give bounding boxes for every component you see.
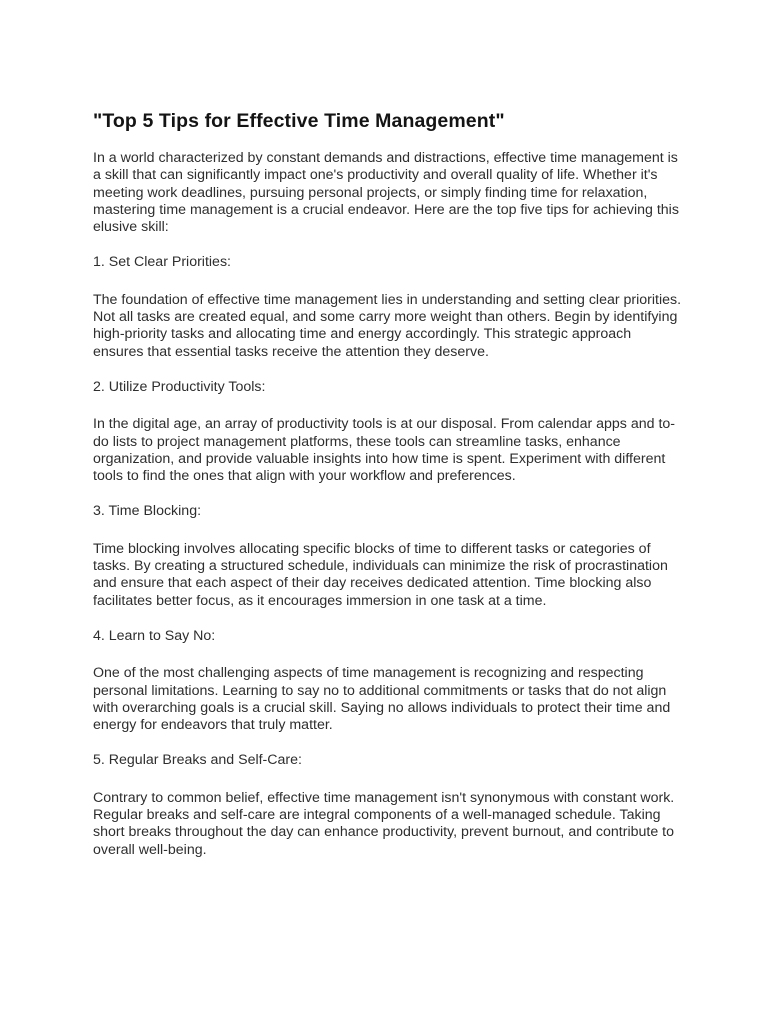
section-heading-1: 1. Set Clear Priorities: xyxy=(93,254,231,271)
intro-paragraph: In a world characterized by constant demands and distractions, effective time management is a skill that can significantly impact one's productivity and overall quality of life. Whether it's meeting work deadlines, pursuing personal projects, or simply finding time for relaxation, mastering time management is a crucial endeavor. Here are the top five tips for achieving this elusive skill: xyxy=(93,150,679,236)
section-body-1: The foundation of effective time management lies in understanding and setting clear priorities. Not all tasks are created equal, and some carry more weight than others. Begin by identifying high-priority tasks and allocating time and energy accordingly. This strategic approach ensures that essential tasks receive the attention they deserve. xyxy=(93,291,682,360)
document-title: "Top 5 Tips for Effective Time Management" xyxy=(93,110,505,132)
document-page xyxy=(93,108,683,877)
section-heading-5: 5. Regular Breaks and Self-Care: xyxy=(93,752,302,769)
section-heading-3: 3. Time Blocking: xyxy=(93,503,202,520)
section-body-4: One of the most challenging aspects of time management is recognizing and respecting personal limitations. Learning to say no to additional commitments or tasks that do not align with overarching goals is a crucial skill. Saying no allows individuals to protect their time and energy for endeavors that truly matter. xyxy=(93,665,671,734)
section-heading-2: 2. Utilize Productivity Tools: xyxy=(93,378,266,395)
section-body-5: Contrary to common belief, effective time management isn't synonymous with constant work. Regular breaks and self-care are integral components of a well-managed schedule. Taking short breaks throughout the day can enhance productivity, prevent burnout, and contribute to overall well-being. xyxy=(93,789,675,858)
section-body-3: Time blocking involves allocating specific blocks of time to different tasks or categories of tasks. By creating a structured schedule, individuals can minimize the risk of procrastination and ensure that each aspect of their day receives dedicated attention. Time blocking also facilitates better focus, as it encourages immersion in one task at a time. xyxy=(93,540,668,609)
section-body-2: In the digital age, an array of productivity tools is at our disposal. From calendar apps and to-do lists to project management platforms, these tools can streamline tasks, enhance organization, and provide valuable insights into how time is spent. Experiment with different tools to find the ones that align with your workflow and preferences. xyxy=(93,416,675,485)
section-heading-4: 4. Learn to Say No: xyxy=(93,627,216,644)
